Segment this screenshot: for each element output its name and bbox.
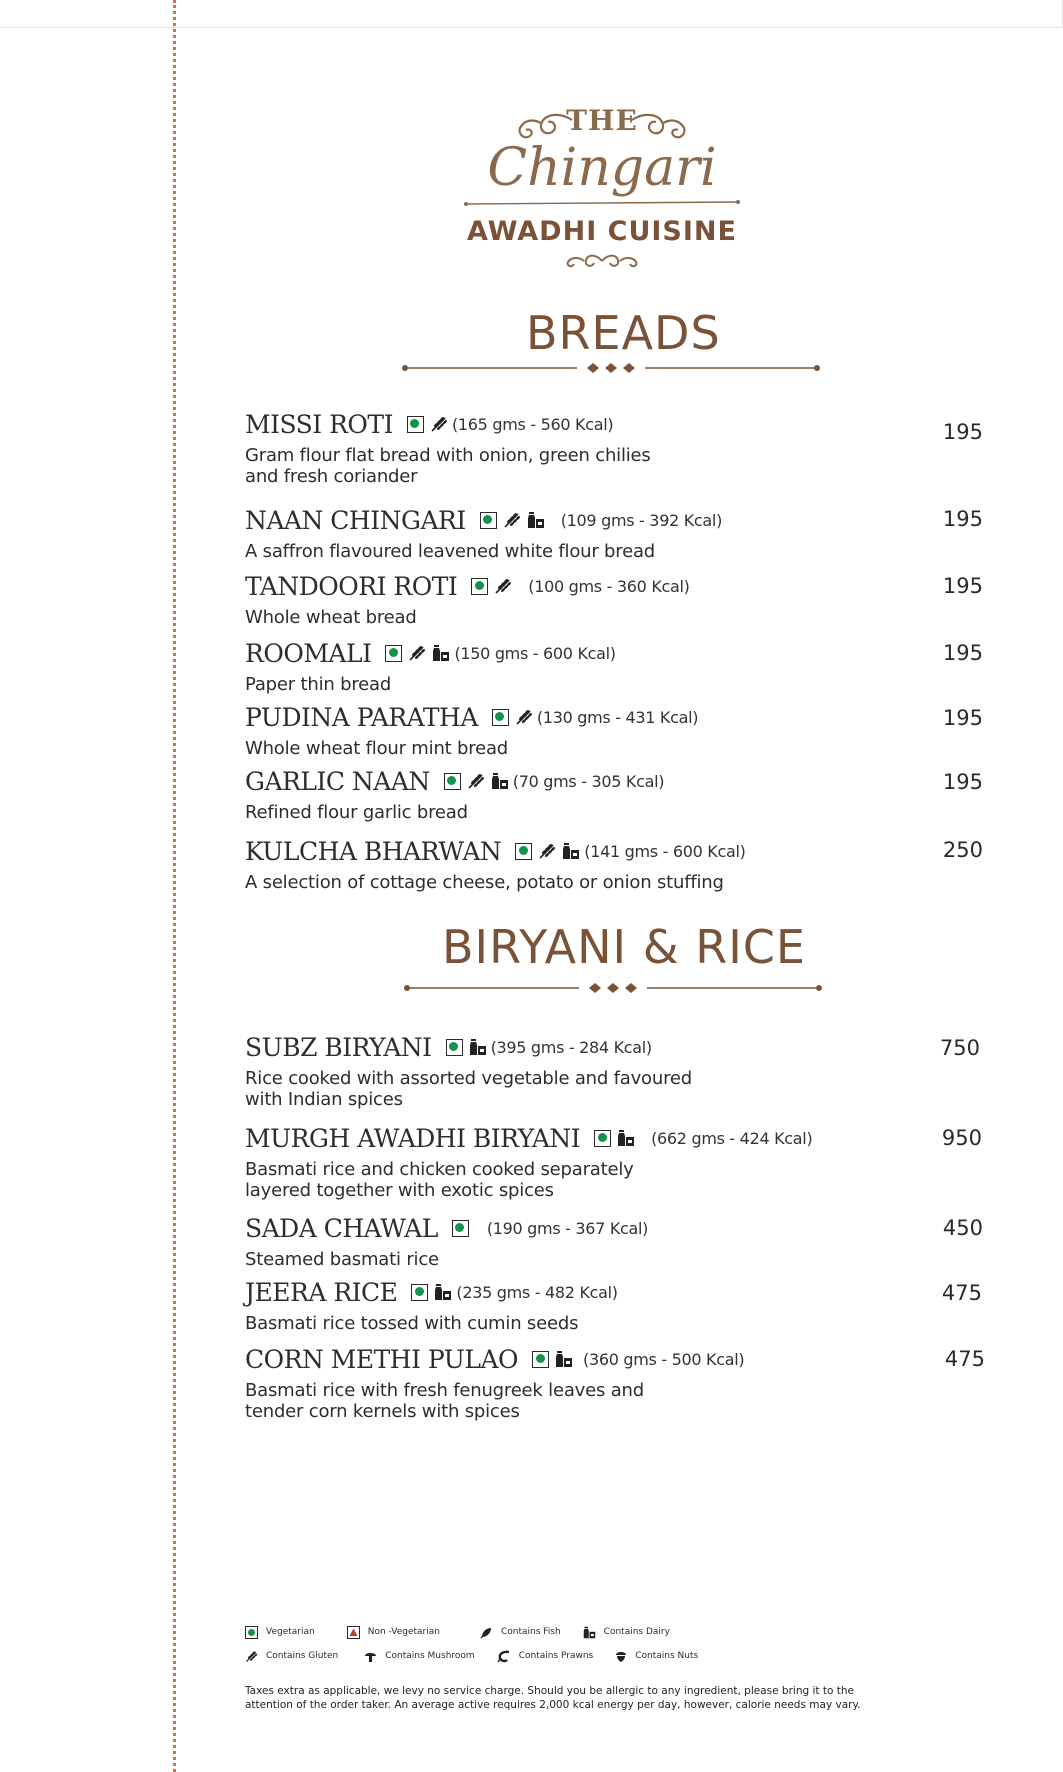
menu-item: [245, 1032, 990, 1110]
item-description-line: with Indian spices: [245, 1089, 403, 1110]
dairy-icon: [527, 511, 545, 529]
dairy-icon: [617, 1129, 635, 1147]
item-icons: [471, 577, 512, 595]
menu-item: [245, 638, 990, 695]
item-kcal: (130 gms - 431 Kcal): [536, 707, 699, 727]
item-description: [245, 541, 990, 562]
footnote-line: attention of the order taker. An average active requires 2,000 kcal energy per day, however, calorie needs may vary.: [245, 1699, 861, 1711]
vegetarian-icon: [480, 512, 497, 529]
logo-cuisine: AWADHI CUISINE: [467, 216, 737, 247]
gluten-icon: [503, 511, 521, 529]
section-divider: [401, 980, 825, 996]
item-description: [245, 1159, 990, 1201]
gluten-icon: [430, 415, 448, 433]
item-icons: [411, 1283, 452, 1301]
item-price: 250: [942, 838, 983, 862]
item-kcal: (360 gms - 500 Kcal): [583, 1349, 745, 1369]
item-name: PUDINA PARATHA: [245, 702, 478, 732]
fish-icon: [480, 1626, 493, 1639]
legend-item-gluten: [245, 1650, 338, 1663]
item-description: [245, 445, 990, 487]
vegetarian-icon: [385, 645, 402, 662]
item-description-line: Rice cooked with assorted vegetable and favoured: [245, 1068, 692, 1089]
legend-label: Contains Mushroom: [385, 1651, 475, 1661]
item-description: [245, 1068, 990, 1110]
gluten-icon: [494, 577, 512, 595]
menu-item: [245, 702, 990, 759]
item-name: SUBZ BIRYANI: [245, 1032, 432, 1062]
gluten-icon: [245, 1650, 258, 1663]
item-description-line: Basmati rice with fresh fenugreek leaves and: [245, 1380, 644, 1401]
item-description-line: Basmati rice and chicken cooked separately: [245, 1159, 634, 1180]
gluten-icon: [408, 644, 426, 662]
footnote-line: Taxes extra as applicable, we levy no service charge. Should you be allergic to any ingredient, please bring it to the: [245, 1685, 854, 1697]
legend-label: Contains Fish: [500, 1627, 561, 1637]
legend-item-non-vegetarian: [347, 1626, 440, 1639]
item-price: 195: [942, 770, 983, 794]
item-name: MISSI ROTI: [245, 409, 393, 439]
legend-item-fish: [480, 1626, 561, 1639]
section-title-biryani-rice: BIRYANI & RICE: [442, 920, 806, 974]
item-name: JEERA RICE: [245, 1277, 398, 1307]
item-description-line: Whole wheat bread: [245, 607, 417, 628]
legend-label: Contains Prawns: [518, 1651, 594, 1661]
item-description-line: Basmati rice tossed with cumin seeds: [245, 1313, 579, 1334]
non-vegetarian-icon: [347, 1626, 360, 1639]
menu-item: [245, 1344, 990, 1422]
item-description-line: layered together with exotic spices: [245, 1180, 554, 1201]
prawn-icon: [497, 1650, 511, 1663]
legend-label: Contains Dairy: [603, 1627, 670, 1637]
item-icons: [446, 1038, 487, 1056]
gluten-icon: [515, 708, 533, 726]
item-kcal: (165 gms - 560 Kcal): [451, 414, 614, 434]
footnote: [245, 1684, 885, 1712]
item-icons: [492, 708, 533, 726]
item-price: 195: [942, 706, 983, 730]
item-kcal: (395 gms - 284 Kcal): [490, 1037, 652, 1057]
menu-item: [245, 1123, 990, 1201]
mushroom-icon: [364, 1650, 377, 1663]
item-description-line: A selection of cottage cheese, potato or onion stuffing: [245, 872, 724, 893]
scroll-ornament-icon: [562, 250, 642, 272]
item-description: [245, 738, 990, 759]
logo-the: THE: [566, 104, 638, 137]
menu-item: [245, 1213, 990, 1270]
legend-label: Contains Gluten: [266, 1651, 339, 1661]
legend-row: [245, 1620, 895, 1644]
menu-item: [245, 836, 990, 893]
menu-item: [245, 571, 990, 628]
legend-item-dairy: [583, 1626, 670, 1639]
item-description-line: Gram flour flat bread with onion, green chilies: [245, 445, 651, 466]
vegetarian-icon: [444, 773, 461, 790]
item-kcal: (141 gms - 600 Kcal): [584, 841, 746, 861]
item-description: [245, 872, 990, 893]
item-icons: [385, 644, 450, 662]
nut-icon: [615, 1650, 627, 1663]
legend-label: Non -Vegetarian: [367, 1627, 440, 1637]
logo-script-name: Chingari: [487, 138, 717, 198]
item-name: CORN METHI PULAO: [245, 1344, 519, 1374]
item-name: MURGH AWADHI BIRYANI: [245, 1123, 581, 1153]
item-kcal: (235 gms - 482 Kcal): [456, 1282, 618, 1302]
vegetarian-icon: [515, 843, 532, 860]
legend-item-mushroom: [364, 1650, 474, 1663]
dietary-legend: [245, 1620, 895, 1668]
item-description: [245, 1249, 990, 1270]
item-description-line: Steamed basmati rice: [245, 1249, 439, 1270]
dairy-icon: [555, 1350, 573, 1368]
vegetarian-icon: [411, 1284, 428, 1301]
logo-underline: [462, 198, 742, 210]
vegetarian-icon: [594, 1130, 611, 1147]
dairy-icon: [583, 1626, 596, 1639]
item-price: 195: [942, 641, 983, 665]
item-kcal: (150 gms - 600 Kcal): [454, 643, 616, 663]
item-kcal: (662 gms - 424 Kcal): [651, 1128, 813, 1148]
item-icons: [452, 1220, 469, 1237]
item-kcal: (100 gms - 360 Kcal): [528, 576, 690, 596]
legend-item-prawns: [497, 1650, 594, 1663]
vegetarian-icon: [532, 1351, 549, 1368]
item-price: 195: [942, 507, 983, 531]
dairy-icon: [434, 1283, 452, 1301]
menu-item: [245, 766, 990, 823]
legend-item-nuts: [615, 1650, 698, 1663]
vegetarian-icon: [452, 1220, 469, 1237]
item-kcal: (109 gms - 392 Kcal): [560, 510, 723, 530]
item-price: 195: [942, 574, 983, 598]
item-name: TANDOORI ROTI: [245, 571, 458, 601]
vegetarian-icon: [471, 578, 488, 595]
vegetarian-icon: [492, 709, 509, 726]
item-name: SADA CHAWAL: [245, 1213, 438, 1243]
item-price: 450: [942, 1216, 983, 1240]
item-description: [245, 802, 990, 823]
section-divider: [399, 360, 823, 376]
item-icons: [480, 511, 545, 529]
item-kcal: (190 gms - 367 Kcal): [486, 1218, 649, 1238]
item-name: NAAN CHINGARI: [245, 505, 466, 535]
item-price: 195: [942, 420, 983, 444]
item-price: 475: [944, 1347, 985, 1371]
vegetarian-icon: [245, 1626, 258, 1639]
dairy-icon: [469, 1038, 487, 1056]
vegetarian-icon: [446, 1039, 463, 1056]
item-price: 750: [939, 1036, 980, 1060]
gluten-icon: [467, 772, 485, 790]
menu-item: [245, 1277, 990, 1334]
item-icons: [407, 415, 448, 433]
item-name: ROOMALI: [245, 638, 372, 668]
item-price: 950: [941, 1126, 982, 1150]
legend-item-vegetarian: [245, 1626, 315, 1639]
item-description-line: Whole wheat flour mint bread: [245, 738, 508, 759]
item-description: [245, 607, 990, 628]
dairy-icon: [562, 842, 580, 860]
item-description-line: tender corn kernels with spices: [245, 1401, 520, 1422]
dairy-icon: [432, 644, 450, 662]
item-description: [245, 1313, 990, 1334]
item-description: [245, 1380, 990, 1422]
menu-item: [245, 409, 990, 487]
item-description-line: Paper thin bread: [245, 674, 392, 695]
item-icons: [444, 772, 509, 790]
top-border: [0, 0, 1063, 28]
item-icons: [532, 1350, 573, 1368]
item-description-line: Refined flour garlic bread: [245, 802, 468, 823]
item-icons: [594, 1129, 635, 1147]
section-title-breads: BREADS: [526, 306, 721, 360]
menu-item: [245, 505, 990, 562]
legend-label: Vegetarian: [266, 1627, 315, 1637]
legend-row: [245, 1644, 895, 1668]
dairy-icon: [491, 772, 509, 790]
legend-label: Contains Nuts: [635, 1651, 699, 1661]
item-price: 475: [941, 1281, 982, 1305]
item-kcal: (70 gms - 305 Kcal): [512, 771, 665, 791]
dotted-margin-line: [173, 0, 176, 1772]
item-description-line: A saffron flavoured leavened white flour bread: [245, 541, 656, 562]
item-name: KULCHA BHARWAN: [245, 836, 502, 866]
item-description-line: and fresh coriander: [245, 466, 418, 487]
item-icons: [515, 842, 580, 860]
gluten-icon: [538, 842, 556, 860]
brand-logo: [462, 104, 742, 274]
item-name: GARLIC NAAN: [245, 766, 430, 796]
vegetarian-icon: [407, 416, 424, 433]
item-description: [245, 674, 990, 695]
